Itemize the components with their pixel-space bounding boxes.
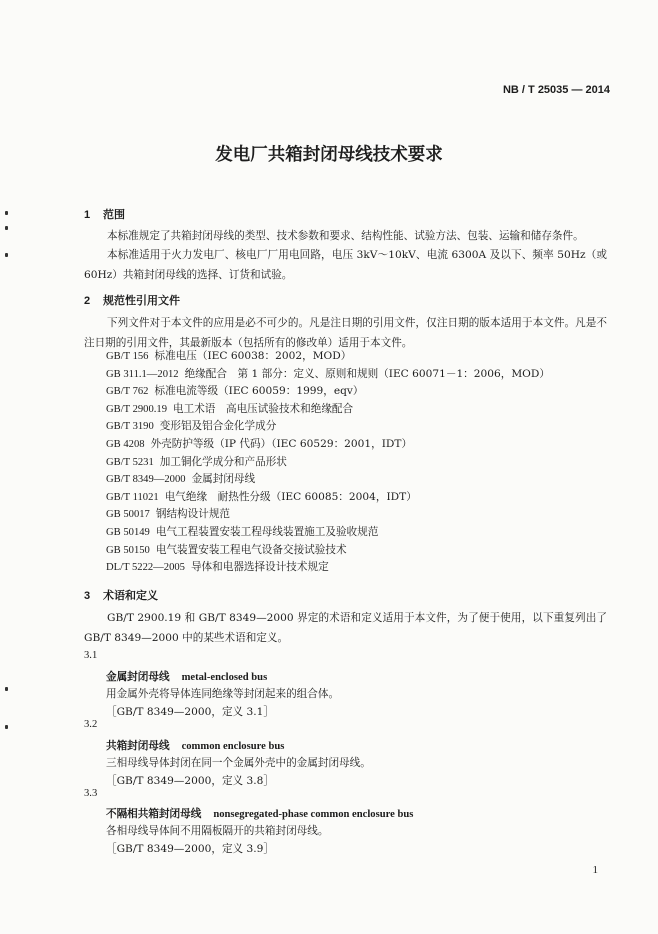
term-chinese: 共箱封闭母线 [106, 740, 170, 752]
clause-number: 3.2 [84, 719, 98, 730]
reference-title: 变形铝及铝合金化学成分 [159, 420, 277, 433]
reference-item [106, 524, 550, 542]
section-number: 3 [84, 590, 91, 602]
reference-item [106, 348, 550, 366]
term-source: ［GB/T 8349—2000，定义 3.9］ [106, 843, 274, 855]
section-title: 规范性引用文件 [103, 294, 180, 307]
clause-number: 3.3 [84, 788, 98, 799]
reference-title: 标准电流等级（IEC 60059：1999，eqv） [154, 385, 364, 398]
reference-title: 外壳防护等级（IP 代码）（IEC 60529：2001，IDT） [150, 437, 413, 450]
reference-title: 导体和电器选择设计技术规定 [190, 561, 329, 574]
term-english: common enclosure bus [181, 741, 285, 752]
reference-title: 标准电压（IEC 60038：2002，MOD） [154, 350, 352, 362]
reference-title: 电工术语 高电压试验技术和绝缘配合 [173, 402, 354, 415]
reference-item [106, 366, 550, 384]
term-heading [106, 738, 284, 753]
page-number: 1 [592, 864, 598, 876]
section-number: 1 [84, 209, 91, 221]
term-english: metal-enclosed bus [181, 672, 268, 683]
reference-code: GB 50017 [106, 509, 150, 521]
reference-code: GB/T 11021 [106, 491, 159, 503]
term-definition: 用金属外壳将导体连同绝缘等封闭起来的组合体。 [106, 688, 340, 700]
reference-title: 绝缘配合 第 1 部分：定义、原则和规则（IEC 60071－1：2006，MOD） [184, 367, 550, 380]
reference-code: GB 50150 [106, 544, 150, 556]
reference-item [106, 401, 550, 419]
reference-code: GB/T 3190 [106, 421, 154, 433]
reference-title: 电气工程装置安装工程母线装置施工及验收规范 [155, 525, 379, 538]
reference-item [106, 542, 550, 560]
reference-item [106, 471, 550, 489]
section-number: 2 [84, 295, 91, 307]
term-definition: 各相母线导体间不用隔板隔开的共箱封闭母线。 [106, 825, 329, 837]
scan-mark [5, 687, 8, 691]
terms-intro: GB/T 2900.19 和 GB/T 8349—2000 界定的术语和定义适用于本文件，为了便于使用，以下重复列出了 GB/T 8349—2000 中的某些术语和定义。 [84, 612, 607, 644]
standard-code: NB / T 25035 — 2014 [502, 84, 610, 96]
scan-mark [5, 226, 8, 230]
section-heading-scope [84, 206, 125, 222]
term-source: ［GB/T 8349—2000，定义 3.1］ [106, 706, 274, 718]
reference-code: GB 50149 [106, 526, 150, 538]
term-chinese: 不隔相共箱封闭母线 [106, 808, 202, 820]
scope-paragraph: 本标准适用于火力发电厂、核电厂厂用电回路，电压 3kV～10kV、电流 6300A 及以下、频率 50Hz（或 60Hz）共箱封闭母线的选择、订货和试验。 [84, 249, 607, 281]
reference-title: 加工铜化学成分和产品形状 [159, 455, 287, 468]
scan-mark [5, 725, 8, 729]
section-heading-references [84, 292, 180, 308]
reference-item [106, 489, 550, 507]
term-definition: 三相母线导体封闭在同一个金属外壳中的金属封闭母线。 [106, 757, 371, 769]
reference-code: GB/T 8349—2000 [106, 474, 186, 486]
reference-code: DL/T 5222—2005 [106, 562, 185, 574]
reference-item [106, 383, 550, 401]
reference-item [106, 454, 550, 472]
term-heading [106, 806, 413, 821]
reference-code: GB/T 2900.19 [106, 403, 168, 415]
reference-title: 钢结构设计规范 [155, 508, 231, 521]
reference-title: 电气装置安装工程电气设备交接试验技术 [155, 543, 347, 556]
term-source: ［GB/T 8349—2000，定义 3.8］ [106, 775, 274, 787]
reference-code: GB/T 156 [106, 351, 149, 362]
reference-item [106, 506, 550, 524]
reference-code: GB/T 5231 [106, 456, 154, 468]
reference-list [106, 348, 550, 577]
reference-item [106, 559, 550, 577]
term-heading [106, 669, 267, 684]
reference-item [106, 436, 550, 454]
term-english: nonsegregated-phase common enclosure bus [213, 809, 414, 820]
section-title: 范围 [103, 208, 125, 221]
document-title: 发电厂共箱封闭母线技术要求 [215, 145, 443, 165]
reference-item [106, 418, 550, 436]
clause-number: 3.1 [84, 650, 98, 661]
section-heading-terms [84, 587, 158, 603]
term-chinese: 金属封闭母线 [106, 671, 170, 683]
reference-title: 电气绝缘 耐热性分级（IEC 60085：2004，IDT） [164, 490, 417, 503]
references-intro: 下列文件对于本文件的应用是必不可少的。凡是注日期的引用文件，仅注日期的版本适用于本文件。凡是不注日期的引用文件，其最新版本（包括所有的修改单）适用于本文件。 [84, 317, 607, 349]
scan-mark [5, 253, 8, 257]
scan-mark [5, 211, 8, 215]
reference-code: GB 4208 [106, 438, 145, 450]
reference-title: 金属封闭母线 [191, 473, 256, 486]
section-title: 术语和定义 [103, 589, 158, 602]
scope-paragraph: 本标准规定了共箱封闭母线的类型、技术参数和要求、结构性能、试验方法、包装、运输和储存条件。 [107, 230, 584, 242]
reference-code: GB/T 762 [106, 386, 149, 398]
reference-code: GB 311.1—2012 [106, 368, 179, 380]
